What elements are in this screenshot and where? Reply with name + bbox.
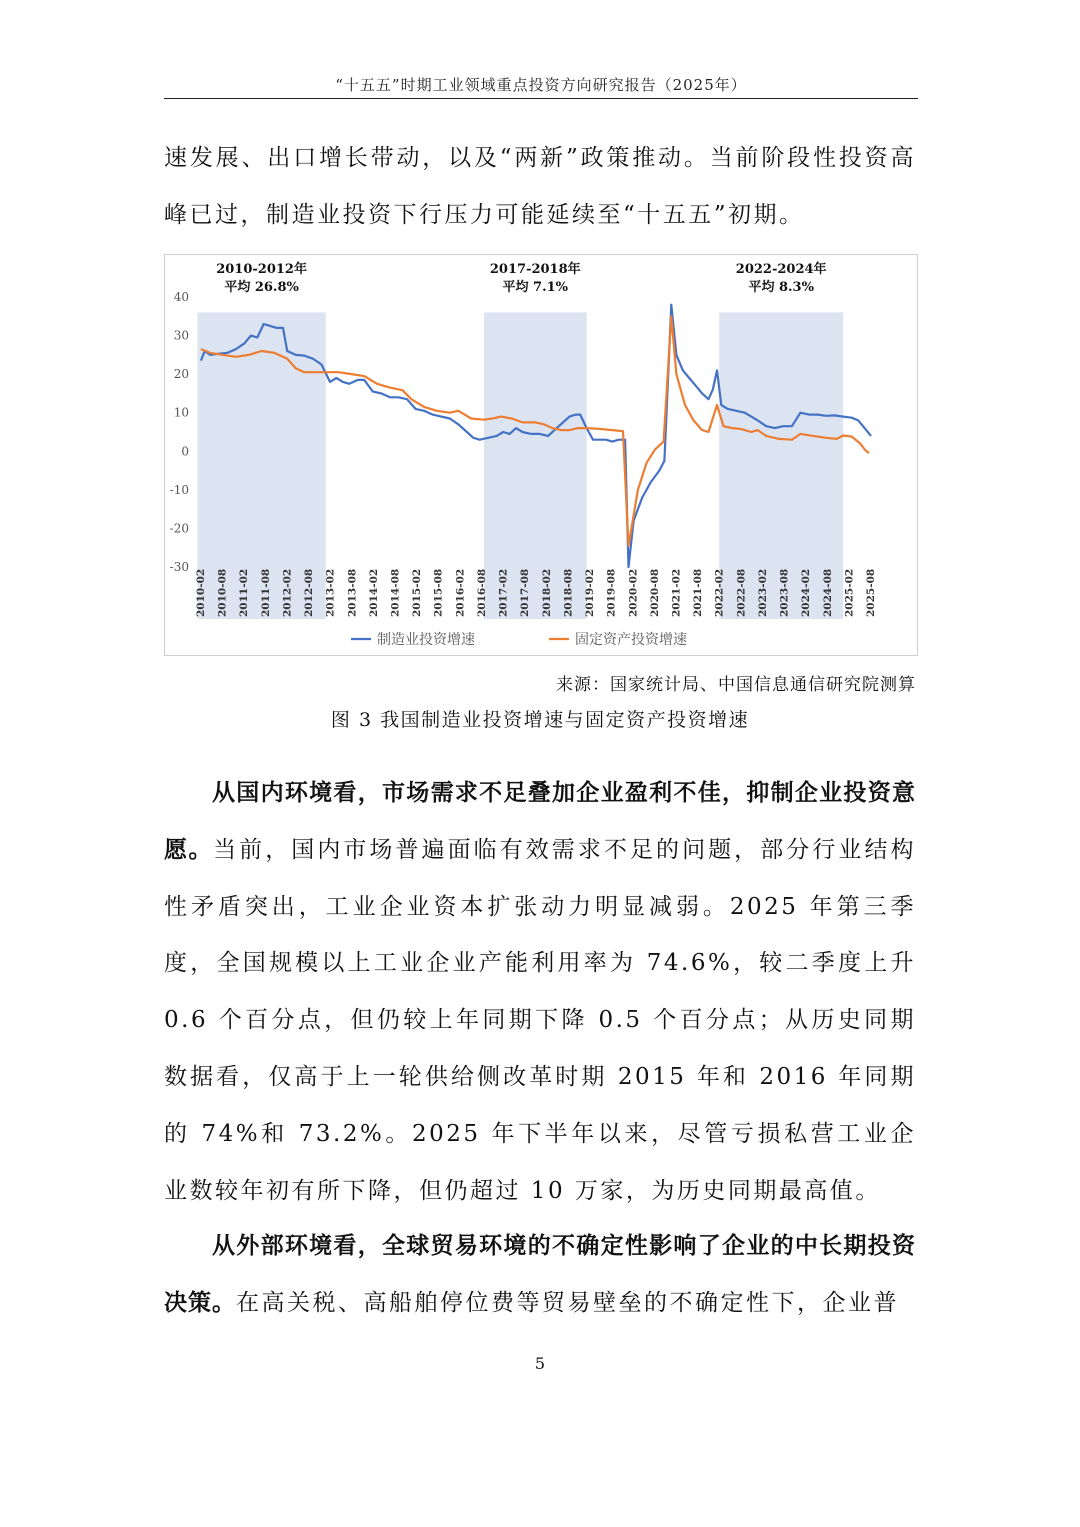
x-tick-label: 2021-02 [670, 568, 683, 617]
x-tick-label: 2013-02 [324, 568, 337, 617]
y-tick-label: 0 [181, 444, 189, 459]
x-tick-label: 2021-08 [692, 568, 705, 617]
x-tick-label: 2020-02 [627, 568, 640, 617]
x-tick-label: 2016-02 [454, 568, 467, 617]
page-number: 5 [534, 1354, 546, 1373]
y-tick-label: -30 [169, 560, 189, 574]
intro-paragraph: 速发展、出口增长带动，以及“两新”政策推动。当前阶段性投资高峰已过，制造业投资下行压力可能延续至“十五五”初期。 [164, 145, 916, 228]
shaded-period-average: 平均 7.1% [502, 280, 569, 295]
x-tick-label: 2024-08 [821, 568, 834, 617]
x-tick-label: 2012-08 [303, 568, 316, 617]
paragraph-lead: 从外部环境看，全球贸易环境的不确定性影响了企业的中长期投资决策。 [164, 1233, 916, 1316]
x-tick-label: 2019-02 [584, 568, 597, 617]
y-tick-label: -10 [169, 482, 189, 497]
paragraph-body: 在高关税、高船舶停位费等贸易壁垒的不确定性下，企业普 [236, 1289, 899, 1316]
y-tick-label: 30 [173, 328, 189, 343]
x-tick-label: 2023-08 [778, 568, 791, 617]
chart-canvas [165, 255, 917, 655]
shaded-period-average: 平均 8.3% [748, 280, 814, 295]
header-rule [164, 98, 918, 99]
figure-source: 来源：国家统计局、中国信息通信研究院测算 [556, 675, 916, 695]
x-tick-label: 2015-08 [432, 568, 445, 617]
shaded-period-label: 2010-2012年 [216, 262, 307, 277]
x-tick-label: 2015-02 [411, 568, 424, 617]
investment-growth-chart [164, 254, 918, 656]
x-tick-label: 2022-02 [713, 568, 726, 617]
legend-label: 制造业投资增速 [377, 632, 475, 648]
x-tick-label: 2011-02 [238, 568, 251, 617]
x-tick-label: 2014-08 [389, 568, 402, 617]
x-tick-label: 2013-08 [346, 568, 359, 617]
y-tick-label: 10 [173, 405, 189, 420]
x-tick-label: 2017-08 [519, 568, 532, 617]
x-tick-label: 2022-08 [735, 568, 748, 617]
y-tick-label: 40 [173, 290, 189, 304]
x-tick-label: 2014-02 [367, 568, 380, 617]
x-tick-label: 2020-08 [648, 568, 661, 617]
x-tick-label: 2017-02 [497, 568, 510, 617]
figure-caption: 图 3 我国制造业投资增速与固定资产投资增速 [330, 709, 750, 731]
x-tick-label: 2012-02 [281, 568, 294, 617]
x-tick-label: 2016-08 [475, 568, 488, 617]
x-tick-label: 2023-02 [756, 568, 769, 617]
x-tick-label: 2018-02 [540, 568, 553, 617]
y-tick-label: 20 [173, 367, 189, 382]
y-tick-label: -20 [169, 521, 189, 536]
shaded-period-average: 平均 26.8% [224, 280, 299, 295]
x-tick-label: 2025-08 [865, 568, 877, 617]
x-tick-label: 2011-08 [259, 568, 272, 617]
paragraph-external [164, 1218, 916, 1332]
x-tick-label: 2010-02 [195, 568, 207, 617]
shaded-period-label: 2017-2018年 [489, 262, 581, 277]
paragraph-lead: 从国内环境看，市场需求不足叠加企业盈利不佳，抑制企业投资意愿。 [164, 780, 916, 863]
page-header: “十五五”时期工业领域重点投资方向研究报告（2025年） [335, 76, 747, 94]
x-tick-label: 2018-08 [562, 568, 575, 617]
x-tick-label: 2024-02 [800, 568, 813, 617]
shaded-period-label: 2022-2024年 [735, 262, 827, 277]
paragraph-body: 当前，国内市场普遍面临有效需求不足的问题，部分行业结构性矛盾突出，工业企业资本扩张动力明显减弱。2025 年第三季度，全国规模以上工业企业产能利用率为 74.6%，较二季度上升 0.6 个百分点，但仍较上年同期下降 0.5 个百分点；从历史同期数据看，仅高于上一轮供给侧改革时期 2015 年和 2016 年同期的 74%和 73.2%。2025 年下半年以来，尽管亏损私营工业企业数较年初有所下降，但仍超过 10 万家，为历史同期最高值。 [164, 836, 917, 1204]
x-tick-label: 2010-08 [216, 568, 229, 617]
x-tick-label: 2019-08 [605, 568, 618, 617]
legend-label: 固定资产投资增速 [575, 632, 687, 648]
x-tick-label: 2025-02 [843, 568, 856, 617]
paragraph-domestic [164, 765, 916, 1219]
